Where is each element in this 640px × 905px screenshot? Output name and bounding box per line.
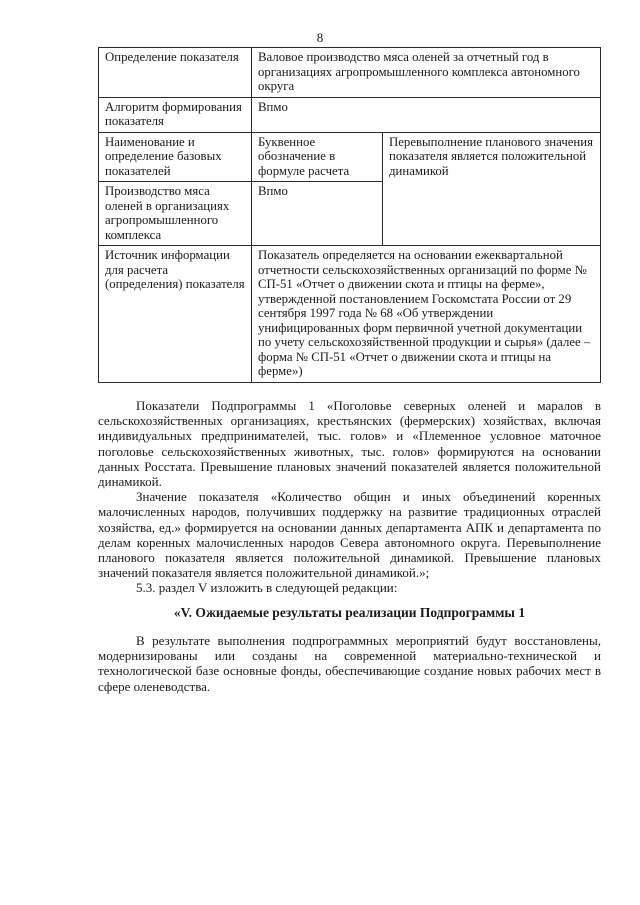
table-cell-label: Определение показателя bbox=[99, 48, 252, 98]
table-cell-label: Наименование и определение базовых показателей bbox=[99, 132, 252, 182]
table-cell-label: Источник информации для расчета (определения) показателя bbox=[99, 246, 252, 383]
table-cell-value: Валовое производство мяса оленей за отчетный год в организациях агропромышленного комплекса автономного округа bbox=[252, 48, 601, 98]
page-number: 8 bbox=[316, 30, 324, 45]
table-cell-value: Показатель определяется на основании ежеквартальной отчетности сельскохозяйственных организаций по форме № СП-51 «Отчет о движении скота и птицы на ферме», утвержденной постановлением Госкомстата России от 29 сентября 1997 года № 68 «Об утверждении унифицированных форм первичной учетной документации по учету сельскохозяйственной продукции и сырья» (далее – форма № СП-51 «Отчет о движении скота и птицы на ферме») bbox=[252, 246, 601, 383]
table-row bbox=[99, 97, 601, 132]
body-paragraphs-2 bbox=[98, 633, 601, 694]
paragraph: 5.3. раздел V изложить в следующей редакции: bbox=[136, 580, 398, 596]
table-row bbox=[99, 246, 601, 383]
section-heading: «V. Ожидаемые результаты реализации Подпрограммы 1 bbox=[173, 605, 526, 620]
table-row bbox=[99, 48, 601, 98]
table-cell-note: Перевыполнение планового значения показателя является положительной динамикой bbox=[383, 132, 601, 246]
paragraph: Значение показателя «Количество общин и иных объединений коренных малочисленных народов, получивших поддержку на развитие традиционных отраслей хозяйства, ед.» формируется на основании данных департамента АПК и департамента по делам коренных малочисленных народов Севера автономного округа. Перевыполнение планового показателя является положительной динамикой. Превышение плановых значений показателя является положительной динамикой.»; bbox=[98, 489, 601, 581]
table-cell-symbol-header: Буквенное обозначение в формуле расчета bbox=[252, 132, 383, 182]
body-paragraphs bbox=[98, 398, 601, 596]
table-cell-symbol: Впмо bbox=[252, 182, 383, 246]
table-cell-label: Алгоритм формирования показателя bbox=[99, 97, 252, 132]
table-row bbox=[99, 132, 601, 182]
paragraph: В результате выполнения подпрограммных мероприятий будут восстановлены, модернизированы или созданы на современной материально-технической и технологической базе основные фонды, обеспечивающие создание новых рабочих мест в сфере оленеводства. bbox=[98, 633, 601, 694]
indicator-table bbox=[98, 47, 601, 383]
table-cell-value: Впмо bbox=[252, 97, 601, 132]
table-cell-label: Производство мяса оленей в организациях агропромышленного комплекса bbox=[99, 182, 252, 246]
paragraph: Показатели Подпрограммы 1 «Поголовье северных оленей и маралов в сельскохозяйственных организациях, крестьянских (фермерских) хозяйствах, включая индивидуальных предпринимателей, тыс. голов» и «Племенное условное маточное поголовье сельскохозяйственных животных, тыс. голов» формируются на основании данных Росстата. Превышение плановых значений показателей является положительной динамикой. bbox=[98, 398, 601, 490]
